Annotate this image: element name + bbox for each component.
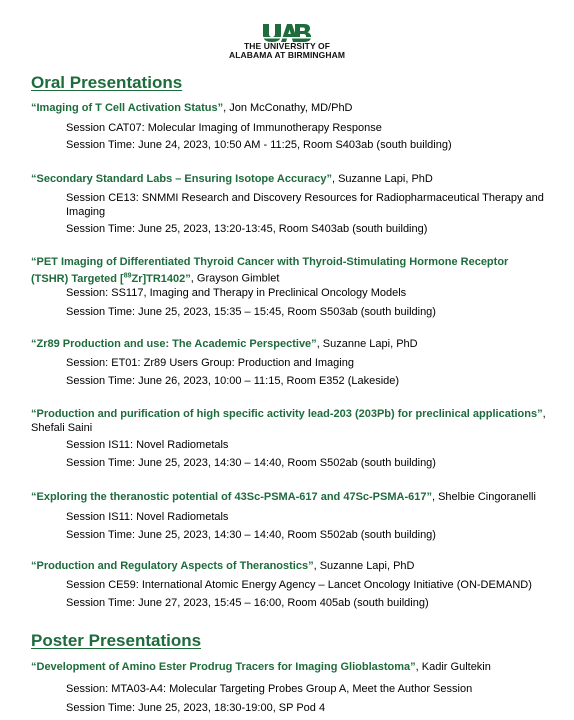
oral-item-title-line bbox=[31, 490, 547, 504]
institution-line-1: THE UNIVERSITY OF bbox=[243, 41, 331, 51]
presenter-name: , Jon McConathy, MD/PhD bbox=[223, 102, 353, 114]
session-time: Session Time: June 25, 2023, 13:20-13:45, Room S403ab (south building) bbox=[66, 223, 428, 235]
session-time: Session Time: June 24, 2023, 10:50 AM - 11:25, Room S403ab (south building) bbox=[66, 139, 452, 151]
session-name: Session IS11: Novel Radiometals bbox=[66, 511, 229, 523]
presentation-title: “Production and Regulatory Aspects of Theranostics” bbox=[31, 560, 314, 572]
presenter-name: , Suzanne Lapi, PhD bbox=[313, 560, 415, 572]
session-name: Session CAT07: Molecular Imaging of Immunotherapy Response bbox=[66, 122, 382, 134]
presentation-title: “Development of Amino Ester Prodrug Tracers for Imaging Glioblastoma” bbox=[31, 661, 416, 673]
institution-line-2: ALABAMA AT BIRMINGHAM bbox=[228, 50, 346, 60]
session-time: Session Time: June 25, 2023, 18:30-19:00, SP Pod 4 bbox=[66, 702, 326, 714]
presentation-title: “Secondary Standard Labs – Ensuring Isotope Accuracy” bbox=[31, 173, 332, 185]
oral-item-title-line bbox=[31, 559, 547, 573]
session-name: Session: MTA03-A4: Molecular Targeting Probes Group A, Meet the Author Session bbox=[66, 683, 473, 695]
session-name: Session CE59: International Atomic Energy Agency – Lancet Oncology Initiative (ON-DEMAND) bbox=[66, 579, 532, 591]
oral-item-title-line bbox=[31, 101, 547, 115]
oral-item-title-line bbox=[31, 407, 547, 435]
presentation-title: “Imaging of T Cell Activation Status” bbox=[31, 102, 224, 114]
session-name: Session IS11: Novel Radiometals bbox=[66, 439, 229, 451]
oral-item-title-line bbox=[31, 255, 547, 286]
uab-logo bbox=[0, 24, 574, 60]
session-name: Session CE13: SNMMI Research and Discovery Resources for Radiopharmaceutical Therapy and Imaging bbox=[66, 192, 544, 218]
uab-logo-mark bbox=[262, 24, 312, 42]
presenter-name: , Suzanne Lapi, PhD bbox=[316, 338, 418, 350]
session-time: Session Time: June 25, 2023, 14:30 – 14:40, Room S502ab (south building) bbox=[66, 529, 436, 541]
poster-presentations-heading: Poster Presentations bbox=[31, 631, 202, 650]
poster-item-title-line bbox=[31, 660, 547, 674]
oral-item-title-line bbox=[31, 172, 547, 186]
presentation-title: “Production and purification of high specific activity lead-203 (203Pb) for preclinical applications” bbox=[31, 408, 543, 420]
session-name: Session: SS117, Imaging and Therapy in Preclinical Oncology Models bbox=[66, 287, 407, 299]
presenter-name: , Shelbie Cingoranelli bbox=[431, 491, 536, 503]
presenter-name: , Suzanne Lapi, PhD bbox=[331, 173, 433, 185]
presentation-title: “Exploring the theranostic potential of 43Sc-PSMA-617 and 47Sc-PSMA-617” bbox=[31, 491, 432, 503]
oral-item-title-line bbox=[31, 337, 547, 351]
presentation-title: “Zr89 Production and use: The Academic Perspective” bbox=[31, 338, 317, 350]
session-time: Session Time: June 25, 2023, 14:30 – 14:40, Room S502ab (south building) bbox=[66, 457, 436, 469]
presentation-title: “PET Imaging of Differentiated Thyroid Cancer with Thyroid-Stimulating Hormone Receptor (TSHR) Targeted [$^{89}$Zr]TR1402” bbox=[31, 256, 509, 285]
session-time: Session Time: June 25, 2023, 15:35 – 15:45, Room S503ab (south building) bbox=[66, 306, 436, 318]
session-time: Session Time: June 27, 2023, 15:45 – 16:00, Room 405ab (south building) bbox=[66, 597, 429, 609]
presenter-name: , Shefali Saini bbox=[31, 408, 546, 434]
session-time: Session Time: June 26, 2023, 10:00 – 11:15, Room E352 (Lakeside) bbox=[66, 375, 400, 387]
oral-presentations-heading: Oral Presentations bbox=[31, 73, 183, 92]
presenter-name: , Grayson Gimblet bbox=[190, 272, 280, 285]
presenter-name: , Kadir Gultekin bbox=[415, 661, 491, 673]
session-name: Session: ET01: Zr89 Users Group: Production and Imaging bbox=[66, 357, 354, 369]
